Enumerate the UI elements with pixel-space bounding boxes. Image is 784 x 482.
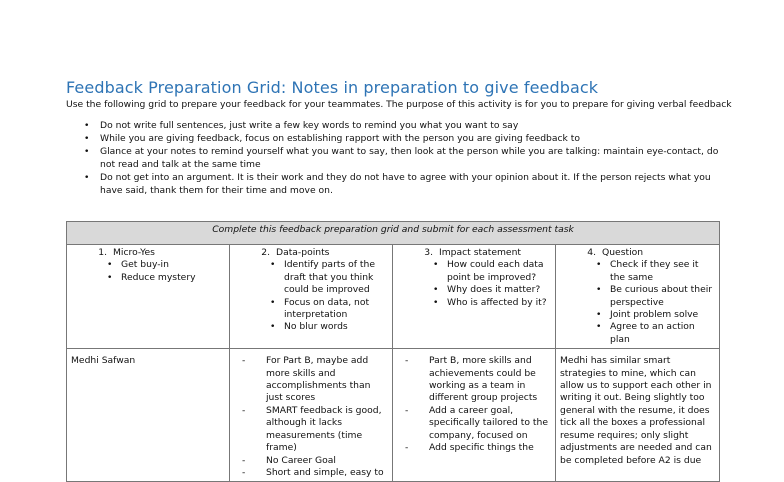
question-cell: Medhi has similar smart strategies to mine, which can allow us to support each other in writing it out. Being slightly too general with the resume, it does tick all the boxes a professional resume requires; only slight adjustments are needed and can be completed before A2 is due — [556, 349, 720, 482]
impact-cell — [393, 349, 556, 482]
column-micro-yes: 1. Micro-Yes • Get buy-in • Reduce mystery — [67, 245, 230, 349]
column-question: 4. Question • Check if they see it the same • Be curious about their perspective • Joint problem solve • Agree to an action plan — [556, 245, 720, 349]
list-item: - Short and simple, easy to — [242, 467, 388, 479]
list-item: • Agree to an action plan — [596, 321, 715, 346]
list-item: - For Part B, maybe add more skills and accomplishments than just scores — [242, 355, 388, 405]
list-item: • Joint problem solve — [596, 309, 715, 321]
instruction-item: • While you are giving feedback, focus on establishing rapport with the person you are giving feedback to — [84, 132, 724, 145]
column-data-points: 2. Data-points • Identify parts of the draft that you think could be improved • Focus on data, not interpretation • No blur words — [230, 245, 393, 349]
column-impact-statement: 3. Impact statement • How could each data point be improved? • Why does it matter? • Who is affected by it? — [393, 245, 556, 349]
teammate-name: Medhi Safwan — [67, 349, 230, 482]
instruction-item: • Do not get into an argument. It is their work and they do not have to agree with your opinion about it. If the person rejects what you have said, thank them for their time and move on. — [84, 171, 724, 197]
list-item: • Why does it matter? — [433, 284, 551, 296]
list-item: • Get buy-in — [107, 259, 225, 271]
instruction-item: • Do not write full sentences, just write a few key words to remind you what you want to say — [84, 119, 724, 132]
list-item: - SMART feedback is good, although it lacks measurements (time frame) — [242, 405, 388, 455]
list-item: • Focus on data, not interpretation — [270, 297, 388, 322]
list-item: • How could each data point be improved? — [433, 259, 551, 284]
instruction-item: • Glance at your notes to remind yourself what you want to say, then look at the person while you are talking: maintain eye-contact, do not read and talk at the same time — [84, 145, 724, 171]
feedback-grid — [66, 221, 720, 482]
list-item: - Add specific things the — [405, 442, 551, 454]
table-row — [67, 349, 720, 482]
intro-text: Use the following grid to prepare your feedback for your teammates. The purpose of this activity is for you to prepare for giving verbal feedback — [66, 99, 732, 110]
list-item: - No Career Goal — [242, 455, 388, 467]
list-item: • Be curious about their perspective — [596, 284, 715, 309]
list-item: • Reduce mystery — [107, 272, 225, 284]
list-item: - Part B, more skills and achievements could be working as a team in different group projects — [405, 355, 551, 405]
list-item: - Add a career goal, specifically tailored to the company, focused on — [405, 405, 551, 442]
grid-header: Complete this feedback preparation grid and submit for each assessment task — [67, 222, 720, 245]
list-item: • Who is affected by it? — [433, 297, 551, 309]
column-headers-row — [67, 245, 720, 349]
data-points-cell — [230, 349, 393, 482]
page-title: Feedback Preparation Grid: Notes in preparation to give feedback — [66, 78, 599, 97]
list-item: • No blur words — [270, 321, 388, 333]
list-item: • Identify parts of the draft that you think could be improved — [270, 259, 388, 296]
instruction-list — [84, 119, 724, 197]
list-item: • Check if they see it the same — [596, 259, 715, 284]
